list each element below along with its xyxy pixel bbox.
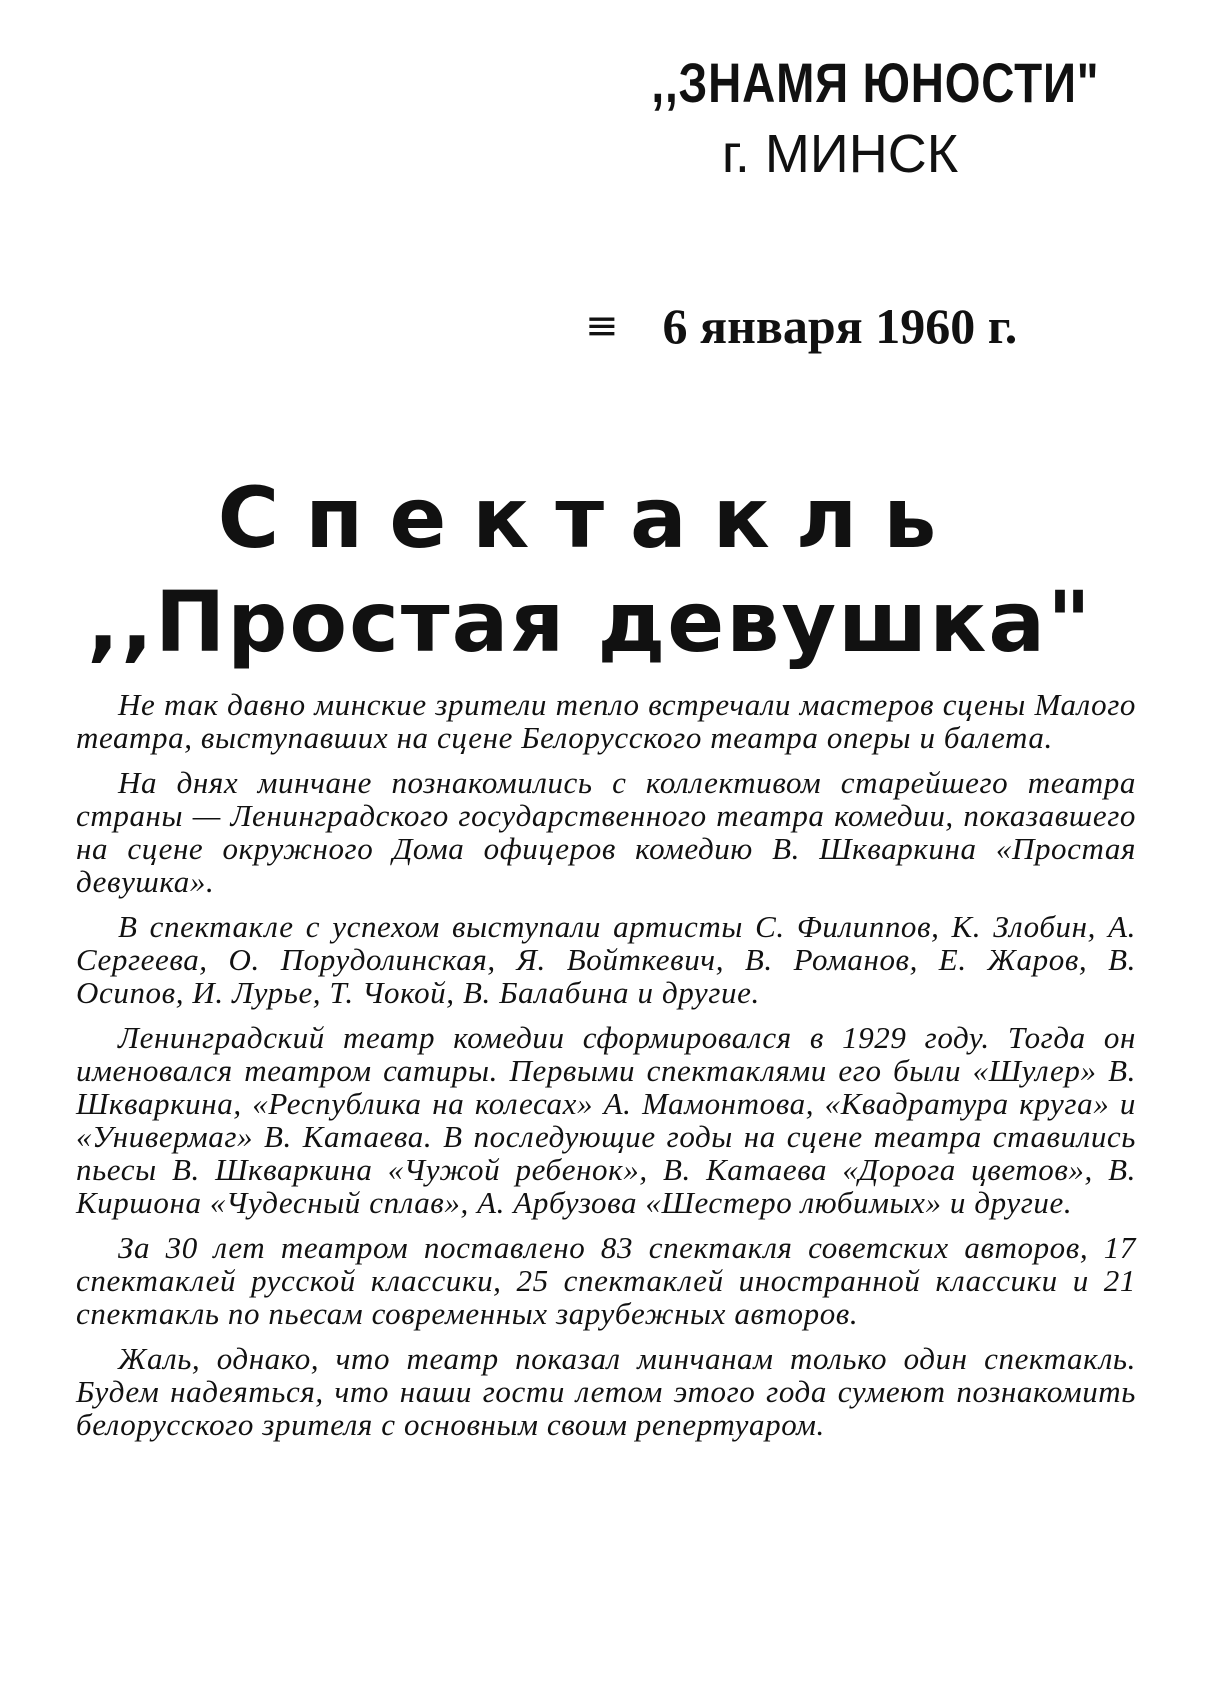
- article-paragraph: Ленинградский театр комедии сформировался в 1929 году. Тогда он именовался театром сатиры. Первыми спектаклями его были «Шулер» В. Шкваркина, «Республика на колесах» А. Мамонтова, «Квадратура круга» и «Универмаг» В. Катаева. В последующие годы на сцене театра ставились пьесы В. Шкваркина «Чужой ребенок», В. Катаева «Дорога цветов», В. Киршона «Чудесный сплав», А. Арбузова «Шестеро любимых» и другие.: [76, 1020, 1136, 1220]
- article-paragraph: На днях минчане познакомились с коллективом старейшего театра страны — Ленинградского государственного театра комедии, показавшего на сцене окружного Дома офицеров комедию В. Шкваркина «Простая девушка».: [76, 765, 1136, 899]
- article-body: [76, 688, 1136, 1453]
- dateline-mark: ≡: [585, 303, 619, 349]
- article-paragraph: Жаль, однако, что театр показал минчанам только один спектакль. Будем надеяться, что наши гости летом этого года сумеют познакомить белорусского зрителя с основным своим репертуаром.: [76, 1341, 1136, 1442]
- headline-line-1: Спектакль: [217, 469, 963, 567]
- article-paragraph: Не так давно минские зрители тепло встречали мастеров сцены Малого театра, выступавших на сцене Белорусского театра оперы и балета.: [76, 687, 1136, 755]
- newspaper-title: ,,ЗНАМЯ ЮНОСТИ": [651, 51, 1100, 114]
- article-paragraph: В спектакле с успехом выступали артисты С. Филиппов, К. Злобин, А. Сергеева, О. Порудолинская, Я. Войткевич, В. Романов, Е. Жаров, В. Осипов, И. Лурье, Т. Чокой, В. Балабина и другие.: [76, 909, 1136, 1010]
- publication-date: 6 января 1960 г.: [662, 298, 1018, 354]
- newspaper-masthead: [610, 50, 1100, 186]
- headline-line-2: ,,Простая девушка": [87, 573, 1093, 671]
- article-paragraph: За 30 лет театром поставлено 83 спектакля советских авторов, 17 спектаклей русской классики, 25 спектаклей иностранной классики и 21 спектакль по пьесам современных зарубежных авторов.: [76, 1230, 1136, 1331]
- city-label: г. МИНСК: [721, 124, 959, 184]
- dateline: [585, 296, 1017, 356]
- article-headline: [40, 470, 1140, 672]
